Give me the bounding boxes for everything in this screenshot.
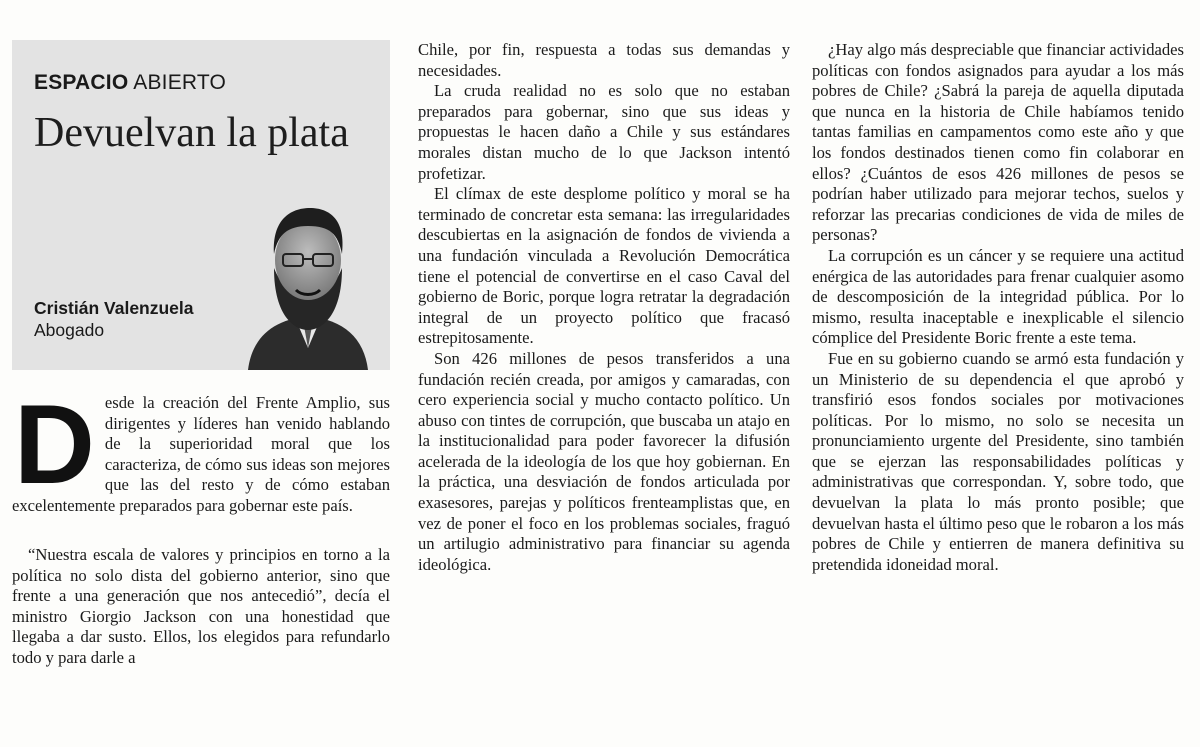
author-name: Cristián Valenzuela bbox=[34, 298, 194, 318]
paragraph: esde la creación del Frente Amplio, sus dirigentes y líderes han venido hablando de la superioridad moral que los caracteriza, de cómo sus ideas son mejores que las del resto y de cómo estaban excelentemente preparados para gobernar este país. bbox=[12, 393, 390, 515]
paragraph-continuation: Chile, por fin, respuesta a todas sus demandas y necesidades. bbox=[418, 40, 790, 80]
column-1 bbox=[12, 545, 390, 669]
paragraph: La corrupción es un cáncer y se requiere una actitud enérgica de las autoridades para frenar cualquier asomo de descomposición de la integridad pública. Por lo mismo, resulta inaceptable e inexplicable el silencio cómplice del Presidente Boric frente a este tema. bbox=[812, 245, 1184, 348]
paragraph: La cruda realidad no es solo que no estaban preparados para gobernar, sino que sus ideas y propuestas le hacen daño a Chile y sus estándares morales distan mucho de lo que Jackson intentó profetizar. bbox=[418, 81, 790, 183]
column-1-opening bbox=[12, 382, 390, 517]
headline: Devuelvan la plata bbox=[34, 110, 349, 156]
paragraph: El clímax de este desplome político y moral se ha terminado de concretar esta semana: las irregularidades descubiertas en la asignación de fondos de vivienda a una fundación vinculada a Revolución Democrática tiene el potencial de convertirse en el caso Caval del gobierno de Boric, porque logra retratar la degradación integral de un proyecto político que fracasó estrepitosamente. bbox=[418, 184, 790, 348]
paragraph: “Nuestra escala de valores y principios en torno a la política no solo dista del gobierno anterior, sino que frente a una generación que nos antecedió”, decía el ministro Giorgio Jackson con una honestidad que llegaba a dar susto. Ellos, los elegidos para refundarlo todo y para darle a bbox=[12, 545, 390, 667]
section-label-bold: ESPACIO bbox=[34, 71, 129, 94]
column-2 bbox=[418, 40, 790, 575]
author-role: Abogado bbox=[34, 320, 105, 340]
paragraph: ¿Hay algo más despreciable que financiar actividades políticas con fondos asignados para ayudar a los más pobres de Chile? ¿Sabrá la pareja de aquella diputada que nunca en la historia de Chile habíamos tenido tantas familias en campamentos como este año y que los fondos destinados tienen como fin colaborar en ellos? ¿Cuántos de esos 426 millones de pesos se podrían haber utilizado para mejorar techos, suelos y reforzar las precarias condiciones de vida de miles de personas? bbox=[812, 40, 1184, 245]
drop-cap: D bbox=[14, 382, 95, 507]
column-3 bbox=[812, 40, 1184, 575]
section-label-light: ABIERTO bbox=[133, 71, 227, 94]
section-label bbox=[34, 71, 226, 95]
author-portrait bbox=[238, 198, 378, 370]
paragraph: Fue en su gobierno cuando se armó esta fundación y un Ministerio de su dependencia el que aprobó y transfirió esos fondos sociales por motivaciones políticas. Por lo mismo, no solo se necesita un pronunciamiento urgente del Presidente, sino también que se ejerzan las responsabilidades políticas y administrativas que correspondan. Y, sobre todo, que devuelvan la plata lo más pronto posible; que devuelvan hasta el último peso que le robaron a los más pobres de Chile y entierren de manera definitiva su pretendida idoneidad moral. bbox=[812, 348, 1184, 574]
paragraph: Son 426 millones de pesos transferidos a una fundación recién creada, por amigos y camaradas, con cero experiencia social y mucho contacto político. Un abuso con tintes de corrupción, que buscaba un atajo en la institucionalidad para poder favorecer la difusión acelerada de la ideología de los que hoy gobiernan. En la práctica, una desviación de fondos articulada por exasesores, parejas y políticos frenteamplistas que, en vez de poner el foco en los problemas sociales, fraguó un artilugio administrativo para financiar su agenda ideológica. bbox=[418, 348, 790, 574]
